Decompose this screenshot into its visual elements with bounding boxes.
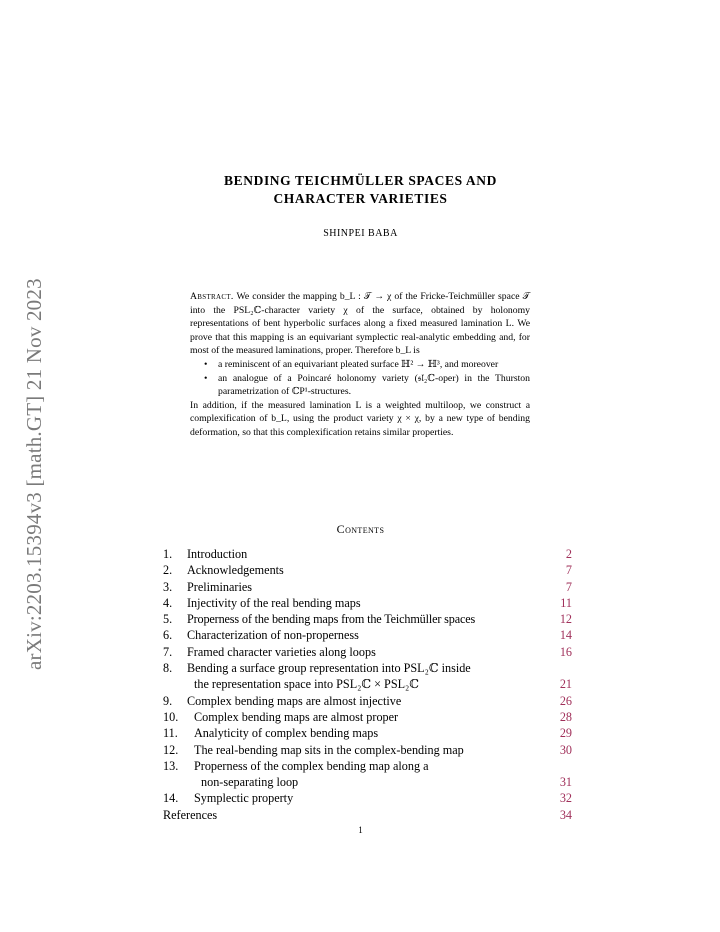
toc-page-link[interactable]: 34 bbox=[559, 807, 572, 822]
toc-number: 1. bbox=[163, 547, 173, 561]
toc-entry-complex-injective[interactable] bbox=[163, 693, 572, 709]
toc-number: 10. bbox=[163, 709, 179, 724]
toc-page-link[interactable]: 2 bbox=[565, 547, 572, 561]
toc-entry-non-properness[interactable] bbox=[163, 627, 572, 643]
toc-title: Analyticity of complex bending maps bbox=[194, 726, 379, 741]
toc-entry-properness[interactable] bbox=[163, 611, 572, 627]
toc-title: Complex bending maps are almost injective bbox=[187, 693, 402, 708]
toc-title: Properness of the bending maps from the Teichmüller spaces bbox=[187, 612, 476, 627]
toc-title: Acknowledgements bbox=[187, 563, 284, 578]
toc-entry-preliminaries[interactable] bbox=[163, 579, 572, 595]
toc-page-link[interactable]: 31 bbox=[559, 775, 572, 790]
toc-title: Introduction bbox=[187, 547, 248, 561]
abstract-bullet bbox=[204, 372, 530, 399]
toc-entry-acknowledgements[interactable] bbox=[163, 562, 572, 578]
toc-number: 4. bbox=[163, 595, 173, 610]
toc-title: Preliminaries bbox=[187, 579, 252, 594]
toc-number: 7. bbox=[163, 644, 173, 659]
contents-heading: Contents bbox=[336, 522, 385, 536]
author-name: SHINPEI BABA bbox=[323, 228, 398, 239]
abstract-bullet bbox=[204, 358, 530, 372]
page-number: 1 bbox=[358, 825, 363, 835]
toc-number: 12. bbox=[163, 742, 179, 757]
toc-title: Symplectic property bbox=[194, 791, 294, 806]
toc-entry-symplectic[interactable] bbox=[163, 790, 572, 806]
toc-number: 3. bbox=[163, 579, 173, 594]
title-line-2: CHARACTER VARIETIES bbox=[273, 191, 448, 206]
toc-number: 14. bbox=[163, 791, 179, 806]
table-of-contents bbox=[163, 546, 572, 823]
toc-entry-non-separating[interactable] bbox=[163, 758, 572, 791]
toc-page-link[interactable]: 7 bbox=[565, 563, 572, 578]
abstract-label: Abstract. bbox=[190, 291, 234, 302]
toc-title bbox=[194, 758, 572, 791]
toc-number: 6. bbox=[163, 628, 173, 643]
toc-title: Injectivity of the real bending maps bbox=[187, 595, 361, 610]
toc-page-link[interactable]: 7 bbox=[565, 579, 572, 594]
toc-number: 2. bbox=[163, 563, 173, 578]
toc-title: Framed character varieties along loops bbox=[187, 644, 376, 659]
toc-number: 13. bbox=[163, 758, 179, 773]
toc-entry-introduction[interactable] bbox=[163, 546, 572, 562]
toc-page-link[interactable]: 14 bbox=[559, 628, 572, 643]
toc-title-line: non-separating loop bbox=[201, 775, 299, 790]
toc-number: 9. bbox=[163, 693, 173, 708]
toc-number: 8. bbox=[163, 661, 173, 676]
toc-page-link[interactable]: 12 bbox=[559, 612, 572, 627]
toc-page-link[interactable]: 21 bbox=[559, 677, 572, 692]
toc-title-line: the representation space into PSL₂ℂ × PSL₂ℂ bbox=[194, 677, 419, 692]
toc-page-link[interactable]: 11 bbox=[560, 595, 572, 610]
toc-title-line: Bending a surface group representation into PSL₂ℂ inside bbox=[187, 661, 471, 676]
bullet-icon: • bbox=[204, 372, 208, 384]
toc-page-link[interactable]: 32 bbox=[559, 791, 572, 806]
toc-number: 11. bbox=[163, 726, 178, 741]
toc-title: Complex bending maps are almost proper bbox=[194, 709, 399, 724]
toc-entry-injectivity[interactable] bbox=[163, 595, 572, 611]
toc-entry-framed-varieties[interactable] bbox=[163, 644, 572, 660]
abstract-intro bbox=[190, 290, 530, 358]
arxiv-identifier: arXiv:2203.15394v3 [math.GT] 21 Nov 2023 bbox=[22, 278, 46, 670]
abstract-intro-text: We consider the mapping b_L : 𝒯 → χ of the Fricke-Teichmüller space 𝒯 into the PSL₂ℂ-character variety χ of the surface, obtained by holonomy representations of bent hyperbolic surfaces along a fixed measured lamination L. We prove that this mapping is an equivariant symplectic real-analytic embedding and, for most of the measured laminations, proper. Therefore b_L is bbox=[190, 291, 531, 357]
toc-number: 5. bbox=[163, 612, 173, 627]
toc-entry-analyticity[interactable] bbox=[163, 725, 572, 741]
toc-page-link[interactable]: 16 bbox=[559, 644, 572, 659]
toc-title bbox=[187, 660, 572, 693]
toc-page-link[interactable]: 26 bbox=[559, 693, 572, 708]
abstract-bullets bbox=[190, 358, 530, 399]
paper-title bbox=[163, 172, 558, 208]
abstract bbox=[190, 290, 530, 440]
title-line-1: BENDING TEICHMÜLLER SPACES AND bbox=[224, 173, 497, 188]
toc-title: The real-bending map sits in the complex-bending map bbox=[194, 742, 464, 757]
toc-entry-real-in-complex[interactable] bbox=[163, 742, 572, 758]
abstract-closing: In addition, if the measured lamination L is a weighted multiloop, we construct a complexification of b_L, using the product variety χ × χ, by a new type of bending deformation, so that this complexification retains similar properties. bbox=[190, 399, 530, 438]
toc-page-link[interactable]: 28 bbox=[559, 709, 572, 724]
bullet-icon: • bbox=[204, 358, 208, 370]
toc-title-line: Properness of the complex bending map along a bbox=[194, 758, 429, 773]
toc-entry-bending-representation[interactable] bbox=[163, 660, 572, 693]
toc-title: Characterization of non-properness bbox=[187, 628, 359, 643]
toc-title: References bbox=[163, 807, 218, 822]
toc-page-link[interactable]: 29 bbox=[559, 726, 572, 741]
toc-entry-references[interactable] bbox=[163, 807, 572, 823]
abstract-bullet-text: an analogue of a Poincaré holonomy variety (𝔰𝔩₂ℂ-oper) in the Thurston parametrization of ℂP¹-structures. bbox=[218, 372, 530, 398]
toc-entry-complex-proper[interactable] bbox=[163, 709, 572, 725]
toc-page-link[interactable]: 30 bbox=[559, 742, 572, 757]
abstract-bullet-text: a reminiscent of an equivariant pleated surface ℍ² → ℍ³, and moreover bbox=[218, 358, 499, 370]
